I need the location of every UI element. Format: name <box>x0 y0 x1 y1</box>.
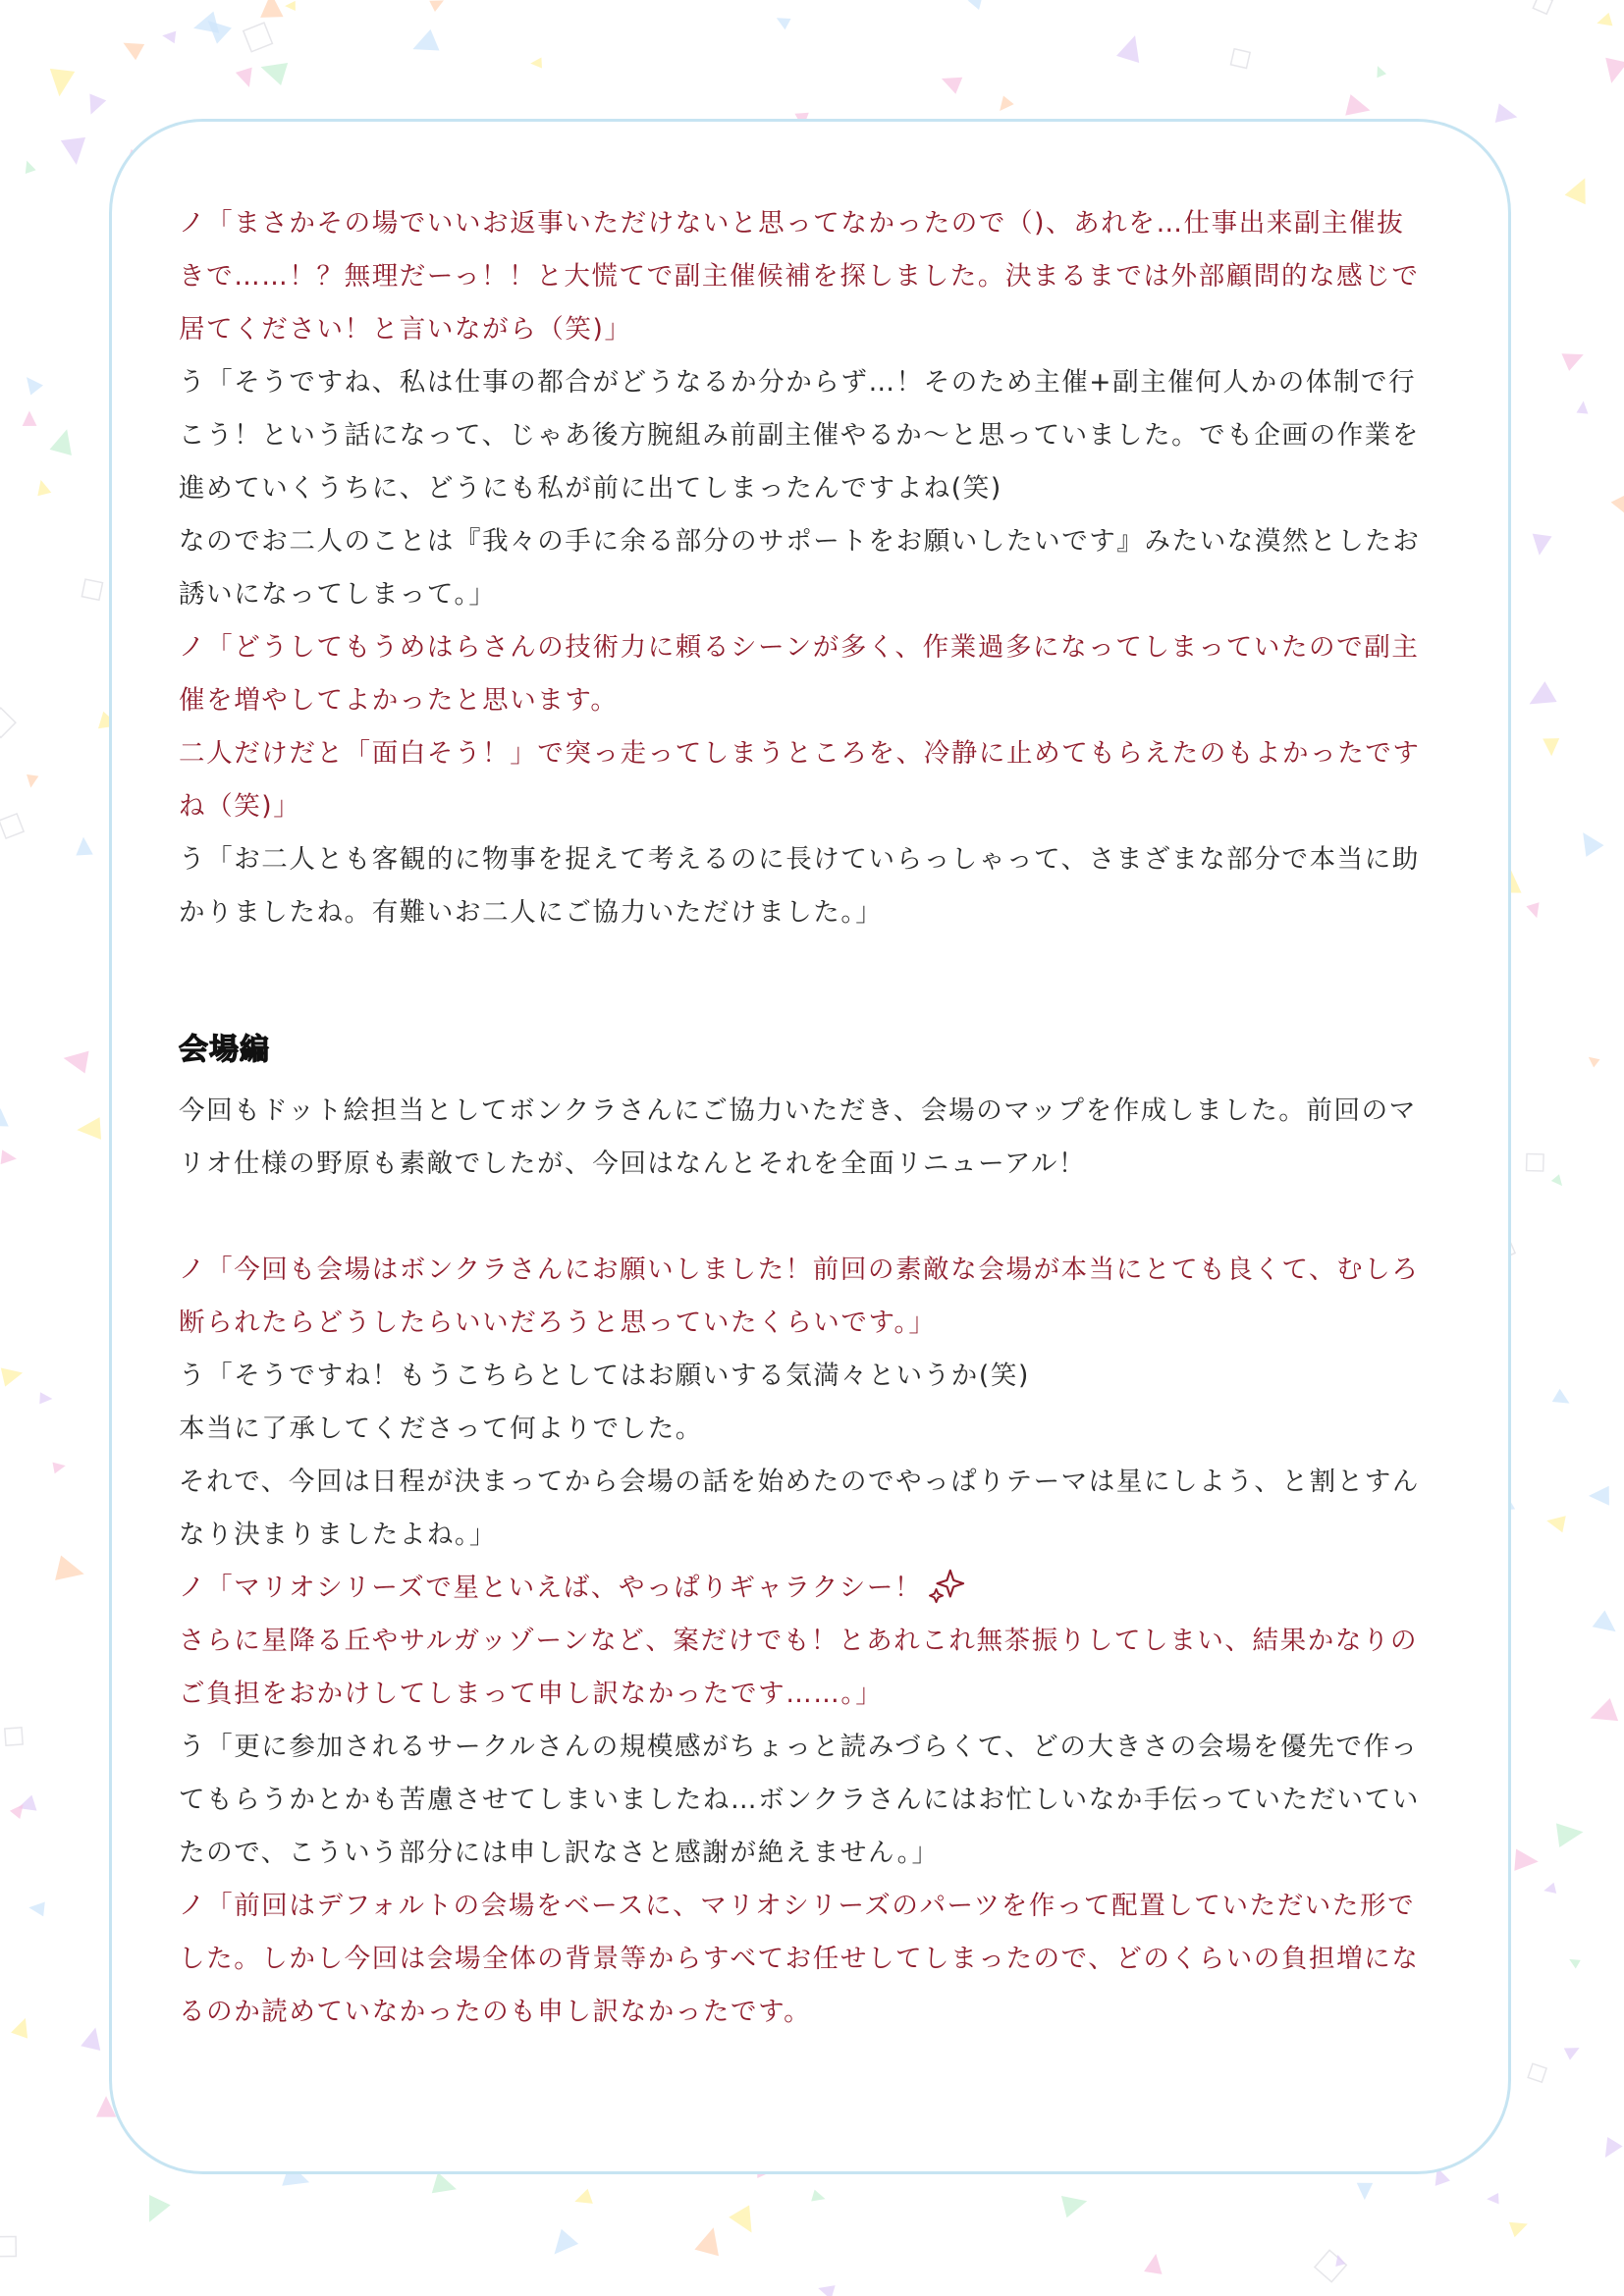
confetti-piece <box>1564 2042 1583 2060</box>
confetti-piece <box>530 58 542 70</box>
confetti-piece <box>1556 1820 1585 1847</box>
confetti-piece <box>1595 13 1612 30</box>
confetti-piece <box>259 0 283 18</box>
dialogue-text: るのか読めていなかったのも申し訳なかったです。 <box>179 1997 812 2027</box>
dialogue-line-noo <box>179 1986 1475 2039</box>
confetti-piece <box>257 56 288 85</box>
dialogue-line-noo <box>179 1562 1475 1615</box>
confetti-piece <box>1543 738 1559 756</box>
dialogue-line-noo <box>179 780 1475 833</box>
confetti-piece <box>1230 49 1250 69</box>
confetti-piece <box>1487 2193 1499 2205</box>
confetti-piece <box>1586 1698 1618 1730</box>
dialogue-text: ノ「まさかその場でいいお返事いただけないと思ってなかったので（)、あれを…仕事出来副主催抜 <box>179 208 1405 239</box>
confetti-piece <box>1552 1389 1574 1410</box>
confetti-piece <box>0 814 24 838</box>
confetti-piece <box>82 93 106 118</box>
confetti-piece <box>236 68 257 90</box>
dialogue-text: なり決まりましたよね。」 <box>179 1520 497 1550</box>
dialogue-text: う「そうですね、私は仕事の都合がどうなるか分からず…！そのため主催+副主催何人かの体制で行 <box>179 367 1417 398</box>
dialogue-text: う「お二人とも客観的に物事を捉えて考えるのに長けていらっしゃって、さまざまな部分で本当に助 <box>179 844 1420 875</box>
confetti-piece <box>811 2190 827 2206</box>
dialogue-line-ume <box>179 515 1475 568</box>
confetti-piece <box>1514 1849 1539 1873</box>
confetti-piece <box>1528 2063 1546 2082</box>
confetti-piece <box>816 2281 836 2296</box>
confetti-piece <box>1495 103 1520 127</box>
dialogue-line-ume <box>179 1403 1475 1456</box>
confetti-piece <box>1543 1883 1556 1896</box>
dialogue-line-noo <box>179 1668 1475 1721</box>
dialogue-text: ね（笑)」 <box>179 791 301 822</box>
dialogue-line-noo <box>179 1297 1475 1350</box>
dialogue-text: う「そうですね！もうこちらとしてはお願いする気満々というか(笑) <box>179 1361 1030 1391</box>
dialogue-text: たので、こういう部分には申し訳なさと感謝が絶えません。」 <box>179 1838 940 1868</box>
confetti-piece <box>1345 94 1373 121</box>
confetti-piece <box>1593 1610 1622 1639</box>
confetti-piece <box>0 1108 9 1127</box>
confetti-piece <box>408 29 440 60</box>
confetti-piece <box>1315 2250 1346 2281</box>
confetti-piece <box>1551 1174 1566 1189</box>
dialogue-line-noo <box>179 250 1475 303</box>
dialogue-line-ume <box>179 462 1475 515</box>
dialogue-text: う「更に参加されるサークルさんの規模感がちょっと読みづらくて、どの大きさの会場を優先で作っ <box>179 1732 1419 1762</box>
dialogue-line-noo <box>179 674 1475 727</box>
confetti-piece <box>62 1046 89 1073</box>
dialogue-text: ノ「どうしてもうめはらさんの技術力に頼るシーンが多く、作業過多になってしまっていたので副主 <box>179 632 1420 663</box>
confetti-piece <box>0 2236 16 2256</box>
confetti-piece <box>285 1 296 11</box>
confetti-piece <box>1116 32 1147 63</box>
dialogue-text: 催を増やしてよかったと思います。 <box>179 685 619 716</box>
dialogue-text: ご負担をおかけしてしまって申し訳なかったです……。」 <box>179 1679 884 1709</box>
dialogue-line-ume <box>179 356 1475 409</box>
dialogue-text: 進めていくうちに、どうにも私が前に出てしまったんですよね(笑) <box>179 473 1002 504</box>
spacer <box>179 939 1475 1024</box>
confetti-piece <box>966 0 982 10</box>
confetti-piece <box>55 1556 87 1587</box>
dialogue-line-noo <box>179 1880 1475 1933</box>
confetti-piece <box>694 2224 725 2256</box>
confetti-piece <box>1565 174 1596 205</box>
confetti-piece <box>39 1392 52 1405</box>
dialogue-text: 二人だけだと「面白そう！」で突っ走ってしまうところを、冷静に止めてもらえたのもよかったです <box>179 738 1421 769</box>
dialogue-line-ume <box>179 833 1475 886</box>
confetti-piece <box>81 579 102 600</box>
dialogue-line-noo <box>179 621 1475 674</box>
dialogue-text: こう！という話になって、じゃあ後方腕組み前副主催やるか〜と思っていました。でも企画の作業を <box>179 420 1420 451</box>
dialogue-block-2 <box>179 1244 1475 2039</box>
dialogue-text: ノ「前回はデフォルトの会場をベースに、マリオシリーズのパーツを作って配置していただいた形で <box>179 1891 1416 1921</box>
dialogue-line-noo <box>179 1933 1475 1986</box>
dialogue-line-ume <box>179 886 1475 939</box>
confetti-piece <box>1 1149 18 1165</box>
confetti-piece <box>161 29 176 43</box>
dialogue-line-ume <box>179 1827 1475 1880</box>
confetti-piece <box>1600 58 1624 86</box>
confetti-piece <box>1526 902 1543 920</box>
confetti-piece <box>1611 495 1624 517</box>
sparkle-icon <box>928 1568 965 1605</box>
confetti-piece <box>938 70 962 93</box>
section-title: 会場編 <box>179 1033 270 1067</box>
confetti-piece <box>729 2205 762 2238</box>
intro-line: 今回もドット絵担当としてボンクラさんにご協力いただき、会場のマップを作成しました。前回のマ <box>179 1095 1417 1126</box>
section-intro <box>179 1085 1475 1191</box>
confetti-piece <box>21 372 43 395</box>
confetti-piece <box>119 35 144 61</box>
confetti-piece <box>1597 2137 1623 2163</box>
confetti-piece <box>432 2172 460 2200</box>
confetti-piece <box>572 2189 593 2210</box>
confetti-piece <box>774 13 791 30</box>
dialogue-text: てもらうかとかも苦慮させてしまいましたね…ボンクラさんにはお忙しいなか手伝っていただいてい <box>179 1785 1420 1815</box>
confetti-piece <box>28 1900 45 1917</box>
dialogue-line-ume <box>179 1509 1475 1562</box>
confetti-piece <box>25 774 38 789</box>
confetti-piece <box>138 2195 171 2227</box>
confetti-piece <box>34 478 52 496</box>
confetti-piece <box>5 1728 23 1745</box>
confetti-piece <box>50 426 79 455</box>
confetti-piece <box>429 0 447 12</box>
confetti-piece <box>1509 2216 1531 2237</box>
confetti-piece <box>244 23 273 52</box>
dialogue-text: ノ「今回も会場はボンクラさんにお願いしました！前回の素敵な会場が本当にとても良くて、むしろ <box>179 1255 1420 1285</box>
confetti-piece <box>1144 2253 1164 2274</box>
confetti-piece <box>1373 64 1386 78</box>
confetti-piece <box>995 95 1014 115</box>
dialogue-text: なのでお二人のことは『我々の手に余る部分のサポートをお願いしたいです』みたいな漠然としたお <box>179 526 1421 557</box>
dialogue-line-ume <box>179 1721 1475 1774</box>
dialogue-line-ume <box>179 409 1475 462</box>
confetti-piece <box>1562 346 1588 371</box>
confetti-piece <box>1061 2190 1090 2217</box>
article-body <box>179 197 1475 2039</box>
dialogue-text: した。しかし今回は会場全体の背景等からすべてお任せしてしまったので、どのくらいの負担増にな <box>179 1944 1420 1974</box>
confetti-piece <box>1577 400 1590 414</box>
confetti-piece <box>0 708 16 737</box>
dialogue-block-1 <box>179 197 1475 939</box>
confetti-piece <box>1523 681 1556 715</box>
confetti-piece <box>47 69 75 98</box>
confetti-piece <box>23 410 37 426</box>
confetti-piece <box>61 137 89 167</box>
confetti-piece <box>1544 1513 1565 1533</box>
dialogue-text: ノ「マリオシリーズで星といえば、やっぱりギャラクシー！ <box>179 1573 923 1603</box>
blank-line <box>179 1191 1475 1244</box>
dialogue-text: 断られたらどうしたらいいだろうと思っていたくらいです。」 <box>179 1308 937 1338</box>
dialogue-line-ume <box>179 1456 1475 1509</box>
dialogue-line-noo <box>179 197 1475 250</box>
spacer <box>179 1077 1475 1085</box>
dialogue-text: さらに星降る丘やサルガッゾーンなど、案だけでも！とあれこれ無茶振りしてしまい、結果かなりの <box>179 1626 1419 1656</box>
dialogue-line-noo <box>179 1615 1475 1668</box>
dialogue-text: それで、今回は日程が決まってから会場の話を始めたのでやっぱりテーマは星にしよう、と割とすん <box>179 1467 1420 1497</box>
confetti-piece <box>81 2025 105 2051</box>
confetti-piece <box>1533 0 1552 14</box>
confetti-piece <box>1530 534 1552 558</box>
dialogue-text: 誘いになってしまって。」 <box>179 579 497 610</box>
dialogue-line-ume <box>179 1774 1475 1827</box>
intro-line: リオ仕様の野原も素敵でしたが、今回はなんとそれを全面リニューアル！ <box>179 1148 1087 1179</box>
confetti-piece <box>1527 1153 1544 1171</box>
confetti-piece <box>1567 1955 1581 1969</box>
dialogue-text: 本当に了承してくださって何よりでした。 <box>179 1414 703 1444</box>
dialogue-text: 居てください！と言いながら（笑)」 <box>179 314 632 345</box>
confetti-piece <box>1589 1486 1609 1506</box>
dialogue-line-ume <box>179 1350 1475 1403</box>
confetti-piece <box>546 2229 578 2262</box>
confetti-piece <box>22 159 36 174</box>
confetti-piece <box>1357 2183 1374 2200</box>
confetti-piece <box>1 1363 25 1387</box>
confetti-piece <box>11 2015 33 2039</box>
dialogue-line-noo <box>179 727 1475 780</box>
dialogue-text: きで……！？無理だーっ！！と大慌てで副主催候補を探しました。決まるまでは外部顧問的な感じで <box>179 261 1420 292</box>
confetti-piece <box>77 1117 101 1141</box>
confetti-piece <box>1574 827 1603 857</box>
confetti-piece <box>52 1460 66 1473</box>
dialogue-text: かりましたね。有難いお二人にご協力いただけました。」 <box>179 897 884 928</box>
confetti-piece <box>75 836 92 855</box>
dialogue-line-noo <box>179 303 1475 356</box>
confetti-piece <box>1586 1053 1600 1068</box>
dialogue-line-ume <box>179 568 1475 621</box>
dialogue-line-noo <box>179 1244 1475 1297</box>
